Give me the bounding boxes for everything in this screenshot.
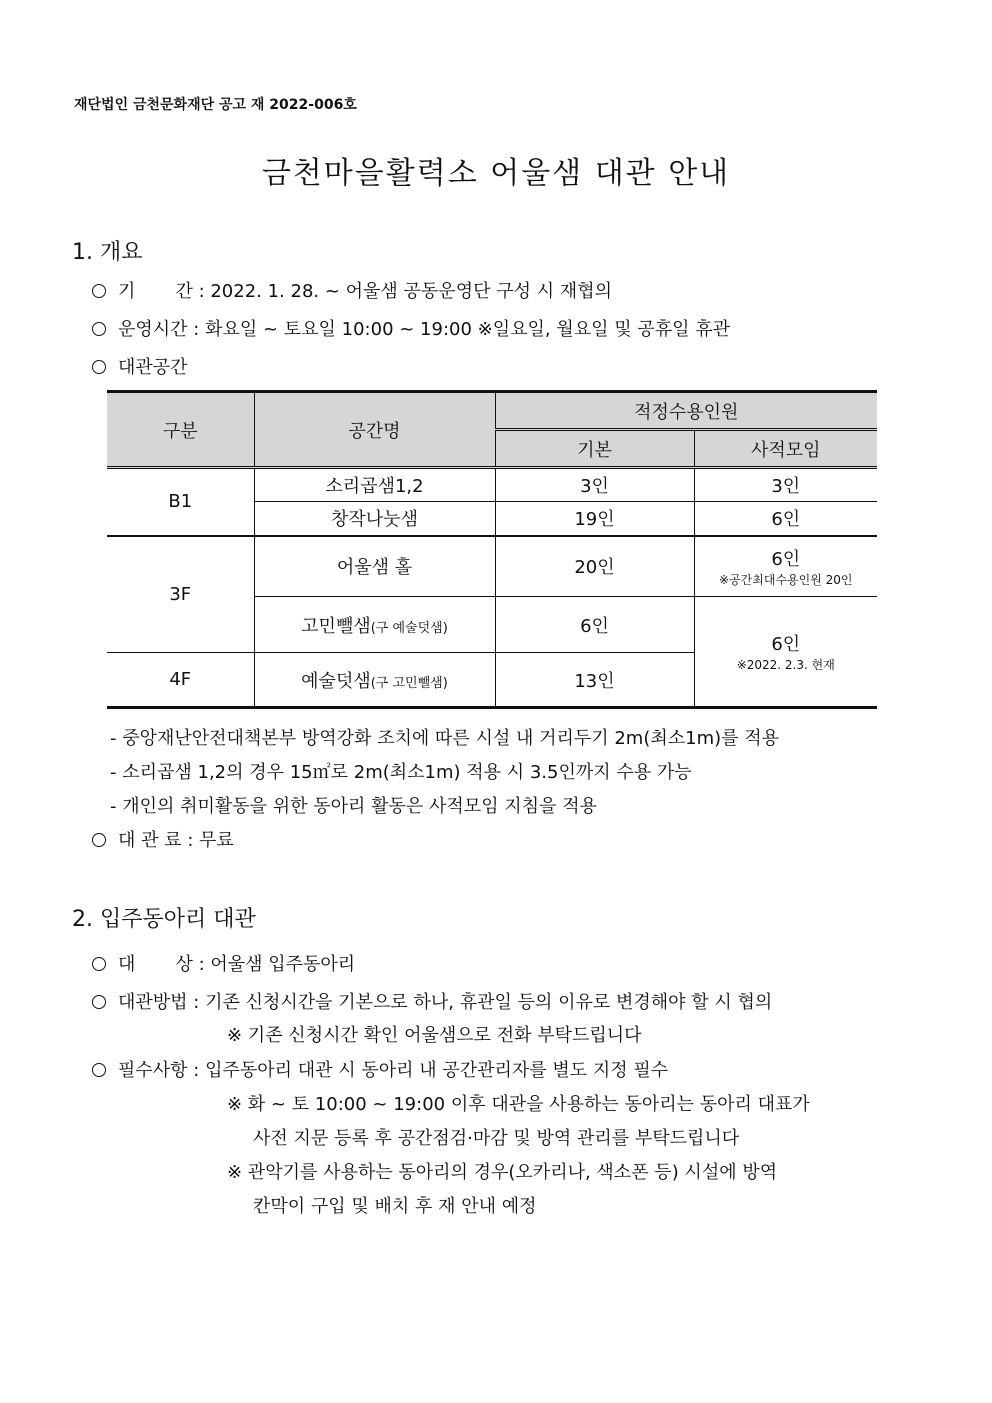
hours-label: 운영시간	[118, 319, 188, 340]
space-row	[92, 353, 188, 379]
required-note: ※ 관악기를 사용하는 동아리의 경우(오카리나, 색소폰 등) 시설에 방역	[227, 1162, 778, 1183]
circle-bullet-icon	[92, 957, 106, 971]
required-value: : 입주동아리 대관 시 동아리 내 공간관리자를 별도 지정 필수	[193, 1060, 669, 1081]
private-note: ※공간최대수용인원 20인	[719, 572, 853, 587]
space-name-cell: 소리곱샘1,2	[254, 468, 495, 502]
target-label: 대 상	[118, 954, 193, 975]
header-capacity: 적정수용인원	[495, 392, 877, 430]
private-cell	[694, 536, 877, 597]
space-name-cell: 어울샘 홀	[254, 536, 495, 597]
basic-cell: 19인	[495, 502, 694, 536]
target-row	[92, 950, 355, 976]
circle-bullet-icon	[92, 322, 106, 336]
note-line: - 중앙재난안전대책본부 방역강화 조치에 따른 시설 내 거리두기 2m(최소1m)를 적용	[110, 728, 780, 749]
circle-bullet-icon	[92, 1063, 106, 1077]
fee-value: : 무료	[187, 830, 234, 851]
space-name-cell	[254, 597, 495, 653]
space-name-cell	[254, 653, 495, 708]
header-space-name: 공간명	[254, 392, 495, 468]
section-1-heading: 1. 개요	[72, 240, 143, 265]
space-name-cell: 창작나눗샘	[254, 502, 495, 536]
fee-row	[92, 826, 234, 852]
basic-cell: 20인	[495, 536, 694, 597]
space-table	[107, 390, 877, 709]
method-value: : 기존 신청시간을 기본으로 하나, 휴관일 등의 이유로 변경해야 할 시 협의	[193, 992, 773, 1013]
circle-bullet-icon	[92, 360, 106, 374]
circle-bullet-icon	[92, 284, 106, 298]
space-name-note: (구 고민뺄샘)	[370, 675, 448, 691]
space-name-note: (구 예술덧샘)	[370, 620, 448, 636]
header-category: 구분	[107, 392, 254, 468]
required-note: 칸막이 구입 및 배치 후 재 안내 예정	[253, 1196, 537, 1217]
floor-cell: B1	[107, 468, 254, 536]
basic-cell: 6인	[495, 597, 694, 653]
target-value: : 어울샘 입주동아리	[198, 954, 356, 975]
private-note: ※2022. 2.3. 현재	[736, 658, 835, 672]
method-note: ※ 기존 신청시간 확인 어울샘으로 전화 부탁드립니다	[227, 1025, 642, 1046]
hours-value: : 화요일 ~ 토요일 10:00 ~ 19:00 ※일요일, 월요일 및 공휴일 휴관	[193, 319, 730, 340]
note-line: - 개인의 취미활동을 위한 동아리 활동은 사적모임 지침을 적용	[110, 796, 597, 817]
space-name: 고민뺄샘	[301, 615, 371, 637]
table-row	[107, 468, 877, 502]
header-basic: 기본	[495, 430, 694, 468]
private-cell	[694, 597, 877, 708]
circle-bullet-icon	[92, 995, 106, 1009]
basic-cell: 3인	[495, 468, 694, 502]
header-private: 사적모임	[694, 430, 877, 468]
period-label: 기 간	[118, 281, 193, 302]
circle-bullet-icon	[92, 833, 106, 847]
private-value: 6인	[771, 634, 801, 655]
fee-label: 대 관 료	[118, 830, 182, 851]
required-row	[92, 1056, 668, 1082]
note-line: - 소리곱샘 1,2의 경우 15㎡로 2m(최소1m) 적용 시 3.5인까지 수용 가능	[110, 762, 692, 783]
section-2-heading: 2. 입주동아리 대관	[72, 907, 256, 932]
required-note: 사전 지문 등록 후 공간점검·마감 및 방역 관리를 부탁드립니다	[253, 1128, 740, 1149]
notice-number: 재단법인 금천문화재단 공고 재 2022-006호	[74, 97, 357, 113]
table-row	[107, 536, 877, 597]
private-cell: 3인	[694, 468, 877, 502]
space-name: 예술덧샘	[301, 670, 371, 692]
required-note: ※ 화 ~ 토 10:00 ~ 19:00 이후 대관을 사용하는 동아리는 동아리 대표가	[227, 1094, 810, 1115]
hours-row	[92, 315, 730, 341]
period-value: : 2022. 1. 28. ~ 어울샘 공동운영단 구성 시 재협의	[198, 281, 612, 302]
page-title: 금천마을활력소 어울샘 대관 안내	[261, 156, 731, 191]
floor-cell: 4F	[107, 653, 254, 708]
floor-cell: 3F	[107, 536, 254, 653]
period-row	[92, 277, 612, 303]
method-label: 대관방법	[118, 992, 188, 1013]
space-label: 대관공간	[118, 357, 188, 378]
required-label: 필수사항	[118, 1060, 188, 1081]
private-cell: 6인	[694, 502, 877, 536]
basic-cell: 13인	[495, 653, 694, 708]
method-row	[92, 988, 772, 1014]
private-value: 6인	[771, 548, 801, 570]
